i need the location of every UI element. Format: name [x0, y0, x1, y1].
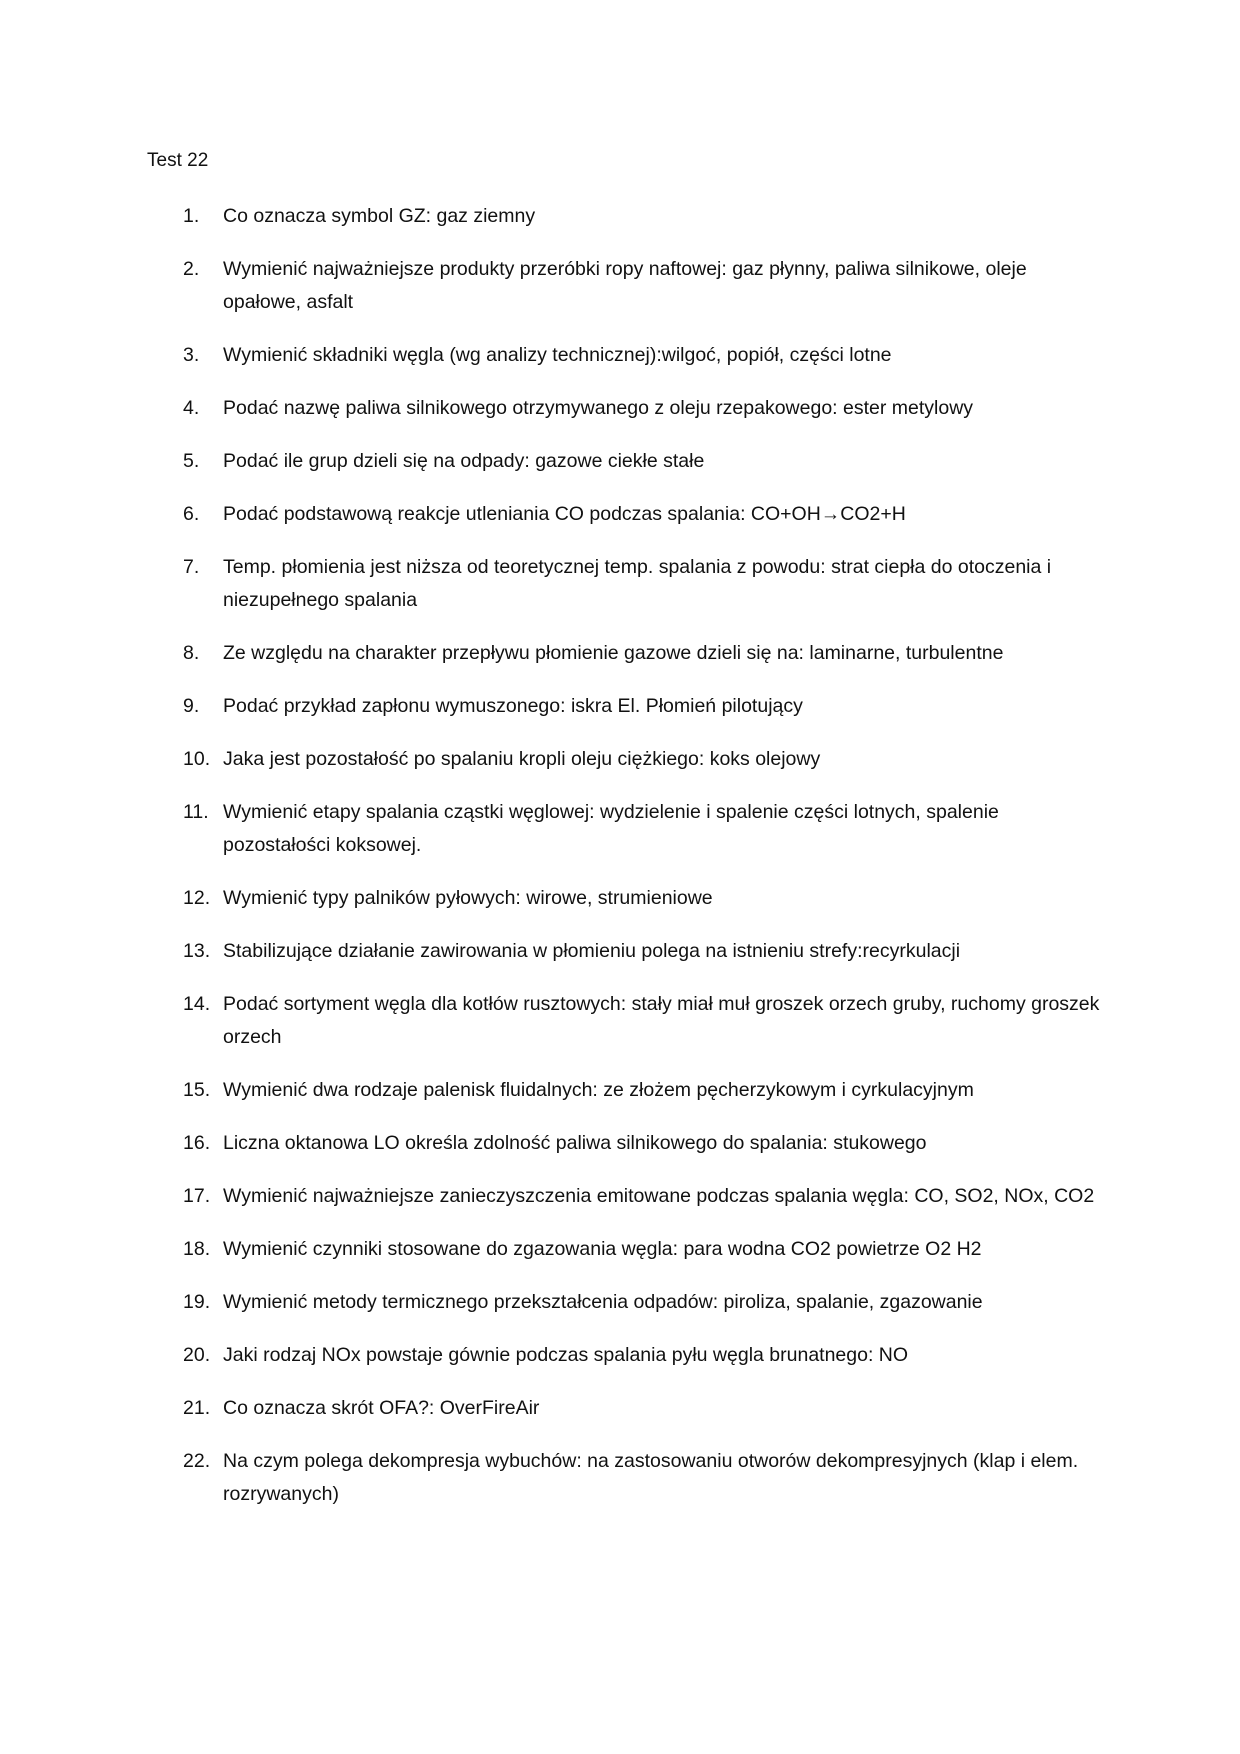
list-item: [183, 935, 1103, 968]
list-item: [183, 1286, 1103, 1319]
item-text: Jaka jest pozostałość po spalaniu kropli oleju ciężkiego: koks olejowy: [223, 748, 821, 770]
item-number: 18.: [183, 1238, 211, 1260]
item-text: Temp. płomienia jest niższa od teoretycznej temp. spalania z powodu: strat ciepła do otoczenia i niezupełnego spalania: [223, 556, 1052, 611]
item-number: 22.: [183, 1450, 211, 1472]
item-number: 1.: [183, 205, 200, 227]
item-text: Wymienić składniki węgla (wg analizy technicznej):wilgoć, popiół, części lotne: [223, 344, 892, 366]
item-number: 11.: [183, 801, 209, 823]
list-item: [183, 445, 1103, 478]
list-item: [183, 1445, 1103, 1511]
list-item: [183, 1392, 1103, 1425]
item-text: Stabilizujące działanie zawirowania w płomieniu polega na istnieniu strefy:recyrkulacji: [223, 940, 961, 962]
item-number: 5.: [183, 450, 200, 472]
item-number: 3.: [183, 344, 200, 366]
item-text: Wymienić najważniejsze zanieczyszczenia emitowane podczas spalania węgla: CO, SO2, NOx, CO2: [223, 1185, 1095, 1207]
item-number: 21.: [183, 1397, 211, 1419]
item-number: 19.: [183, 1291, 211, 1313]
item-text: Ze względu na charakter przepływu płomienie gazowe dzieli się na: laminarne, turbulentne: [223, 642, 1004, 664]
list-item: [183, 882, 1103, 915]
list-item: [183, 551, 1103, 617]
item-number: 8.: [183, 642, 200, 664]
item-number: 15.: [183, 1079, 211, 1101]
item-number: 7.: [183, 556, 200, 578]
list-item: [183, 1233, 1103, 1266]
item-number: 6.: [183, 503, 200, 525]
list-item: [183, 637, 1103, 670]
item-text: Na czym polega dekompresja wybuchów: na zastosowaniu otworów dekompresyjnych (klap i elem. rozrywanych): [223, 1450, 1079, 1505]
item-number: 12.: [183, 887, 211, 909]
item-number: 14.: [183, 993, 211, 1015]
list-item: [183, 253, 1103, 319]
item-number: 2.: [183, 258, 200, 280]
list-item: [183, 988, 1103, 1054]
list-item: [183, 743, 1103, 776]
item-number: 9.: [183, 695, 200, 717]
item-number: 20.: [183, 1344, 211, 1366]
item-number: 13.: [183, 940, 211, 962]
item-text: Wymienić metody termicznego przekształcenia odpadów: piroliza, spalanie, zgazowanie: [223, 1291, 983, 1313]
item-text: Podać podstawową reakcje utleniania CO podczas spalania: CO+OH→CO2+H: [223, 503, 906, 525]
item-text: Podać sortyment węgla dla kotłów rusztowych: stały miał muł groszek orzech gruby, ruchomy groszek orzech: [223, 993, 1100, 1048]
list-item: [183, 1074, 1103, 1107]
list-item: [183, 200, 1103, 233]
item-text: Wymienić dwa rodzaje palenisk fluidalnych: ze złożem pęcherzykowym i cyrkulacyjnym: [223, 1079, 974, 1101]
item-number: 17.: [183, 1185, 211, 1207]
list-item: [183, 796, 1103, 862]
page-title: Test 22: [147, 150, 209, 171]
list-item: [183, 392, 1103, 425]
item-text: Podać przykład zapłonu wymuszonego: iskra El. Płomień pilotujący: [223, 695, 803, 717]
item-text: Wymienić czynniki stosowane do zgazowania węgla: para wodna CO2 powietrze O2 H2: [223, 1238, 982, 1260]
item-text: Podać nazwę paliwa silnikowego otrzymywanego z oleju rzepakowego: ester metylowy: [223, 397, 974, 419]
list-item: [183, 1180, 1103, 1213]
item-text: Wymienić typy palników pyłowych: wirowe, strumieniowe: [223, 887, 713, 909]
item-text: Co oznacza symbol GZ: gaz ziemny: [223, 205, 536, 227]
item-number: 16.: [183, 1132, 211, 1154]
item-text: Podać ile grup dzieli się na odpady: gazowe ciekłe stałe: [223, 450, 705, 472]
item-number: 10.: [183, 748, 211, 770]
item-number: 4.: [183, 397, 200, 419]
list-item: [183, 1339, 1103, 1372]
list-item: [183, 498, 1103, 531]
item-text: Liczna oktanowa LO określa zdolność paliwa silnikowego do spalania: stukowego: [223, 1132, 927, 1154]
list-item: [183, 339, 1103, 372]
question-list: [183, 200, 1103, 1531]
list-item: [183, 690, 1103, 723]
item-text: Wymienić najważniejsze produkty przeróbki ropy naftowej: gaz płynny, paliwa silnikowe, oleje opałowe, asfalt: [223, 258, 1027, 313]
item-text: Co oznacza skrót OFA?: OverFireAir: [223, 1397, 540, 1419]
item-text: Wymienić etapy spalania cząstki węglowej: wydzielenie i spalenie części lotnych, spalenie pozostałości koksowej.: [223, 801, 999, 856]
list-item: [183, 1127, 1103, 1160]
item-text: Jaki rodzaj NOx powstaje gównie podczas spalania pyłu węgla brunatnego: NO: [223, 1344, 909, 1366]
